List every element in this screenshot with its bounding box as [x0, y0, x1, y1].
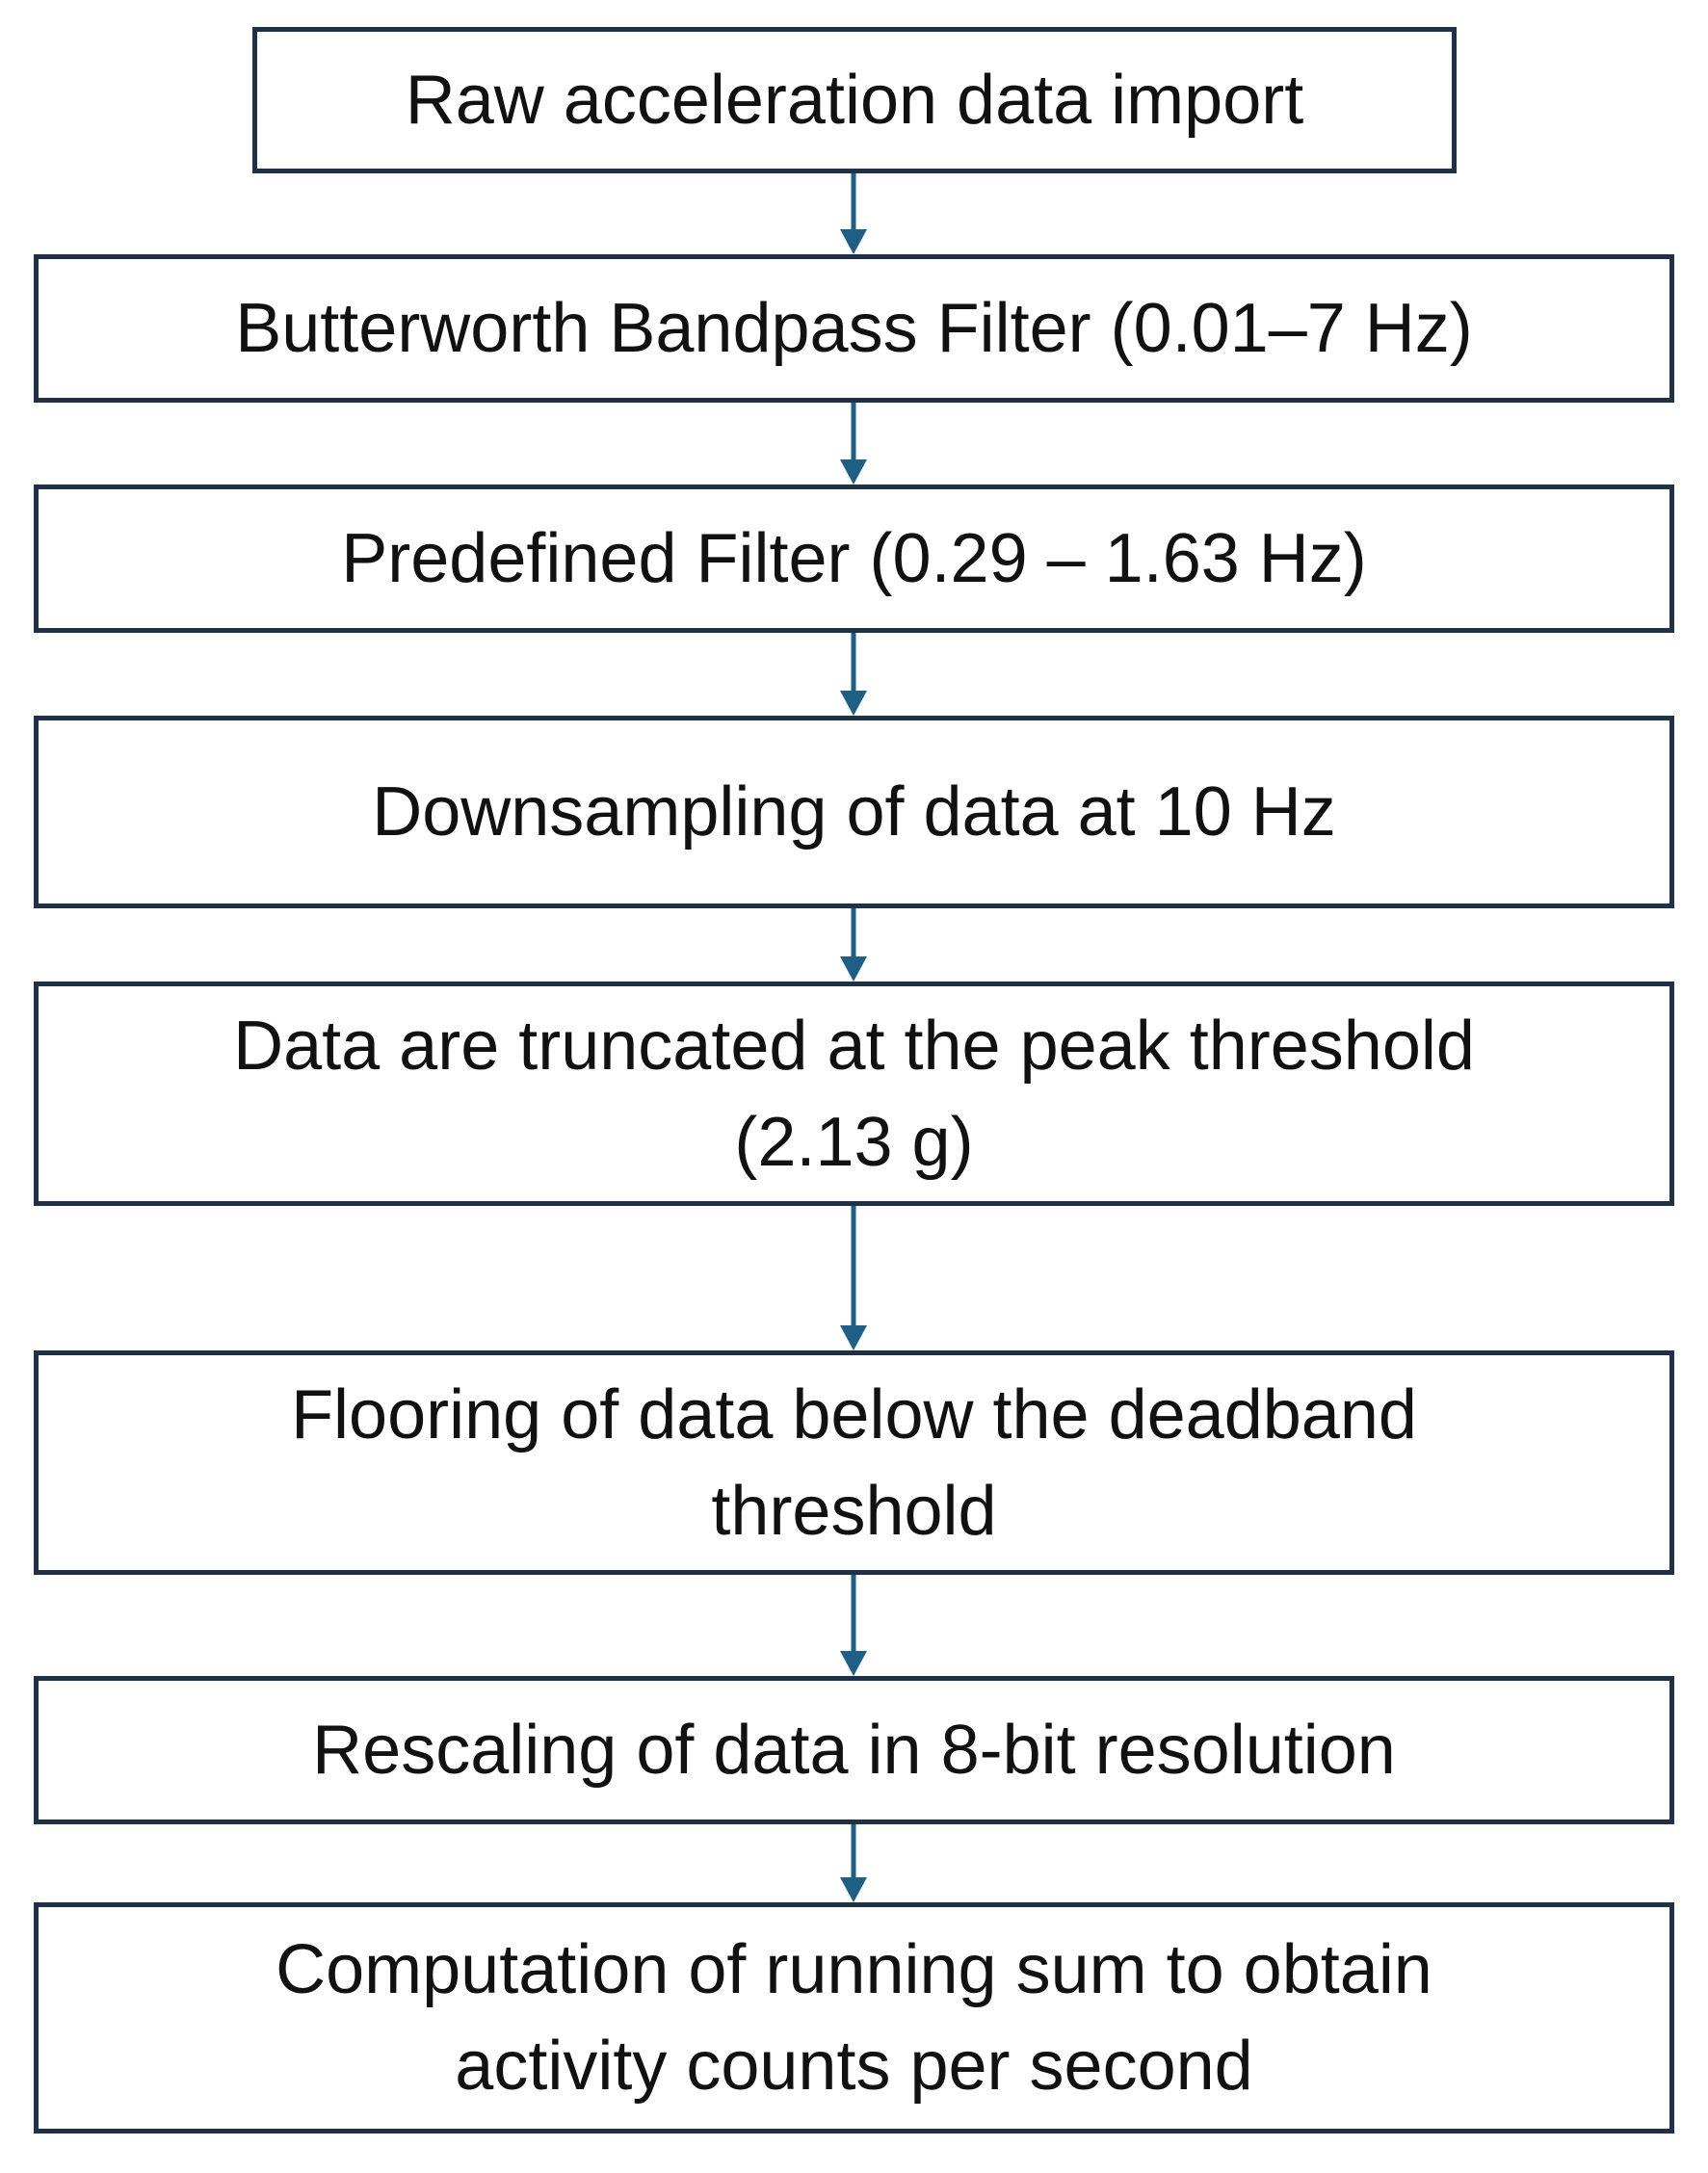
- step-label: Computation of running sum to obtain activity counts per second: [276, 1931, 1432, 2105]
- step-label: Rescaling of data in 8-bit resolution: [312, 1712, 1396, 1789]
- step-label: Data are truncated at the peak threshold (2.13 g): [233, 1007, 1475, 1181]
- step-label: Flooring of data below the deadband threshold: [291, 1375, 1417, 1550]
- arrow-head-4: [840, 956, 867, 982]
- step-label: Downsampling of data at 10 Hz: [372, 773, 1336, 851]
- step-label: Raw acceleration data import: [405, 62, 1304, 139]
- arrow-head-3: [840, 691, 867, 716]
- step-box-flooring: [34, 1350, 1674, 1575]
- step-label: Predefined Filter (0.29 – 1.63 Hz): [341, 520, 1367, 597]
- arrow-head-1: [840, 229, 867, 254]
- step-box-running-sum: [34, 1902, 1674, 2134]
- arrow-head-5: [840, 1325, 867, 1350]
- arrow-head-6: [840, 1651, 867, 1676]
- step-box-raw-import: [252, 27, 1457, 173]
- step-box-downsampling: [34, 716, 1674, 908]
- step-label: Butterworth Bandpass Filter (0.01–7 Hz): [235, 290, 1473, 367]
- step-box-rescaling: [34, 1676, 1674, 1824]
- arrow-head-2: [840, 459, 867, 484]
- step-box-truncation: [34, 982, 1674, 1206]
- step-box-predefined-filter: [34, 484, 1674, 633]
- arrow-head-7: [840, 1877, 867, 1902]
- step-box-butterworth-filter: [34, 254, 1674, 403]
